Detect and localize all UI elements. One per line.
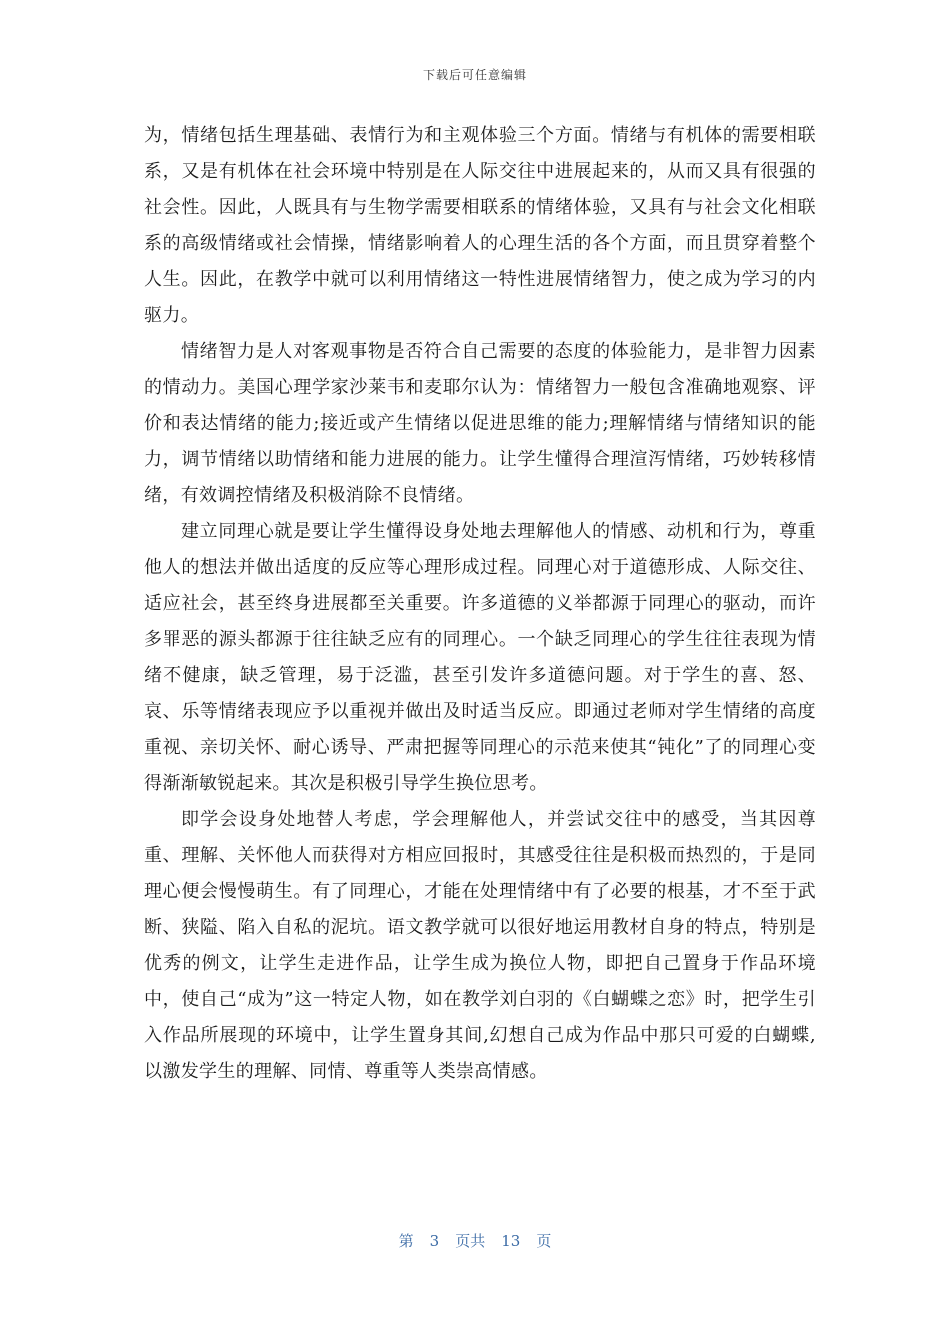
current-page-number: 3 — [429, 1232, 440, 1250]
paragraph-2: 情绪智力是人对客观事物是否符合自己需要的态度的体验能力，是非智力因素的情动力。美国心理学家沙莱韦和麦耶尔认为：情绪智力一般包含准确地观察、评价和表达情绪的能力;接近或产生情绪以促进思维的能力;理解情绪与情绪知识的能力，调节情绪以助情绪和能力进展的能力。让学生懂得合理渲泻情绪，巧妙转移情绪，有效调控情绪及积极消除不良情绪。 — [144, 341, 816, 506]
document-body — [144, 118, 816, 1090]
total-word: 页共 — [455, 1232, 486, 1250]
page-footer — [0, 1230, 950, 1251]
page-word: 第 — [398, 1232, 414, 1250]
page-suffix: 页 — [536, 1232, 552, 1250]
total-page-count: 13 — [501, 1232, 521, 1250]
paragraph-1: 为，情绪包括生理基础、表情行为和主观体验三个方面。情绪与有机体的需要相联系，又是有机体在社会环境中特别是在人际交往中进展起来的，从而又具有很强的社会性。因此，人既具有与生物学需要相联系的情绪体验，又具有与社会文化相联系的高级情绪或社会情操，情绪影响着人的心理生活的各个方面，而且贯穿着整个人生。因此，在教学中就可以利用情绪这一特性进展情绪智力，使之成为学习的内驱力。 — [144, 125, 816, 326]
paragraph-3: 建立同理心就是要让学生懂得设身处地去理解他人的情感、动机和行为，尊重他人的想法并做出适度的反应等心理形成过程。同理心对于道德形成、人际交往、适应社会，甚至终身进展都至关重要。许多道德的义举都源于同理心的驱动，而许多罪恶的源头都源于往往缺乏应有的同理心。一个缺乏同理心的学生往往表现为情绪不健康，缺乏管理，易于泛滥，甚至引发许多道德问题。对于学生的喜、怒、哀、乐等情绪表现应予以重视并做出及时适当反应。即通过老师对学生情绪的高度重视、亲切关怀、耐心诱导、严肃把握等同理心的示范来使其“钝化”了的同理心变得渐渐敏锐起来。其次是积极引导学生换位思考。 — [144, 521, 816, 794]
page-header: 下载后可任意编辑 — [422, 68, 527, 82]
paragraph-4: 即学会设身处地替人考虑，学会理解他人，并尝试交往中的感受，当其因尊重、理解、关怀他人而获得对方相应回报时，其感受往往是积极而热烈的，于是同理心便会慢慢萌生。有了同理心，才能在处理情绪中有了必要的根基，才不至于武断、狭隘、陷入自私的泥坑。语文教学就可以很好地运用教材自身的特点，特别是优秀的例文，让学生走进作品，让学生成为换位人物，即把自己置身于作品环境中，使自己“成为”这一特定人物，如在教学刘白羽的《白蝴蝶之恋》时，把学生引入作品所展现的环境中，让学生置身其间,幻想自己成为作品中那只可爱的白蝴蝶,以激发学生的理解、同情、尊重等人类崇高情感。 — [144, 809, 816, 1082]
